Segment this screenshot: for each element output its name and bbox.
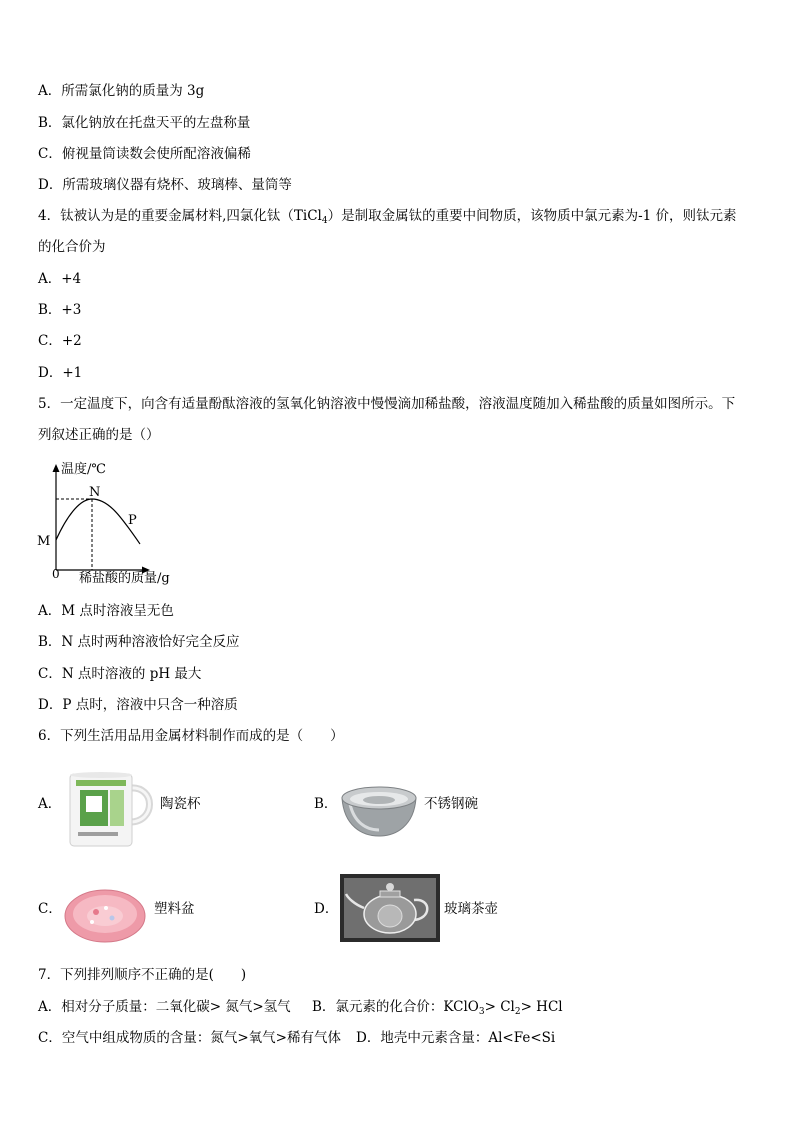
q5-option-b: B．N 点时两种溶液恰好完全反应 bbox=[38, 634, 240, 650]
q4-option-a: A．+4 bbox=[38, 271, 82, 287]
q6-option-b-letter: B． bbox=[314, 796, 338, 812]
q4-option-b: B．+3 bbox=[38, 302, 82, 318]
ceramic-cup-image bbox=[64, 770, 158, 848]
q5-option-a: A．M 点时溶液呈无色 bbox=[38, 603, 174, 619]
plastic-basin-image bbox=[62, 880, 148, 946]
q6-option-b-caption: 不锈钢碗 bbox=[424, 796, 478, 812]
q3-option-b: B．氯化钠放在托盘天平的左盘称量 bbox=[38, 115, 251, 131]
q5-stem-line2: 列叙述正确的是（） bbox=[38, 427, 160, 443]
q6-option-a-letter: A． bbox=[38, 796, 62, 812]
point-label-n: N bbox=[89, 485, 101, 500]
q6-stem: 6．下列生活用品用金属材料制作而成的是（ ） bbox=[38, 728, 344, 744]
q6-option-c-letter: C． bbox=[38, 901, 62, 917]
q4-option-d: D．+1 bbox=[38, 365, 83, 381]
q7-stem: 7．下列排列顺序不正确的是( ) bbox=[38, 967, 247, 983]
q6-option-c-caption: 塑料盆 bbox=[154, 901, 195, 917]
point-label-m: M bbox=[37, 534, 51, 549]
q7-option-c: C．空气中组成物质的含量：氮气>氧气>稀有气体 bbox=[38, 1030, 341, 1046]
q4-stem-line1: 4．钛被认为是的重要金属材料,四氯化钛（TiCl$_4$）是制取金属钛的重要中间物质，该物质中氯元素为-1 价，则钛元素 bbox=[38, 208, 737, 226]
x-axis-label: 稀盐酸的质量/g bbox=[79, 571, 170, 586]
q3-option-d: D．所需玻璃仪器有烧杯、玻璃棒、量筒等 bbox=[38, 177, 292, 193]
q6-option-d-caption: 玻璃茶壶 bbox=[444, 901, 498, 917]
q7-option-a: A．相对分子质量：二氧化碳> 氮气>氢气 bbox=[38, 999, 291, 1015]
q4-option-c: C．+2 bbox=[38, 333, 82, 349]
glass-teapot-image bbox=[340, 874, 440, 942]
y-axis-label: 温度/℃ bbox=[61, 462, 106, 477]
origin-label: 0 bbox=[52, 567, 60, 581]
q7-option-b: B．氯元素的化合价：KClO$_3$> $Cl_2>$ HCl bbox=[312, 999, 563, 1017]
q5-stem-line1: 5．一定温度下，向含有适量酚酞溶液的氢氧化钠溶液中慢慢滴加稀盐酸，溶液温度随加入稀盐酸的质量如图所示。下 bbox=[38, 396, 736, 412]
q3-option-a: A．所需氯化钠的质量为 3g bbox=[38, 83, 205, 99]
q4-stem-line2: 的化合价为 bbox=[38, 239, 106, 255]
q6-option-d-letter: D． bbox=[314, 901, 339, 917]
point-label-p: P bbox=[128, 513, 137, 528]
q6-option-a-caption: 陶瓷杯 bbox=[160, 796, 201, 812]
temperature-graph bbox=[34, 458, 194, 588]
steel-bowl-image bbox=[338, 782, 420, 840]
q3-option-c: C．俯视量筒读数会使所配溶液偏稀 bbox=[38, 146, 251, 162]
q5-option-d: D．P 点时，溶液中只含一种溶质 bbox=[38, 697, 238, 713]
q7-option-d: D．地壳中元素含量：Al<Fe<Si bbox=[356, 1030, 556, 1046]
q5-option-c: C．N 点时溶液的 pH 最大 bbox=[38, 666, 202, 682]
y-axis-arrow bbox=[53, 464, 60, 472]
